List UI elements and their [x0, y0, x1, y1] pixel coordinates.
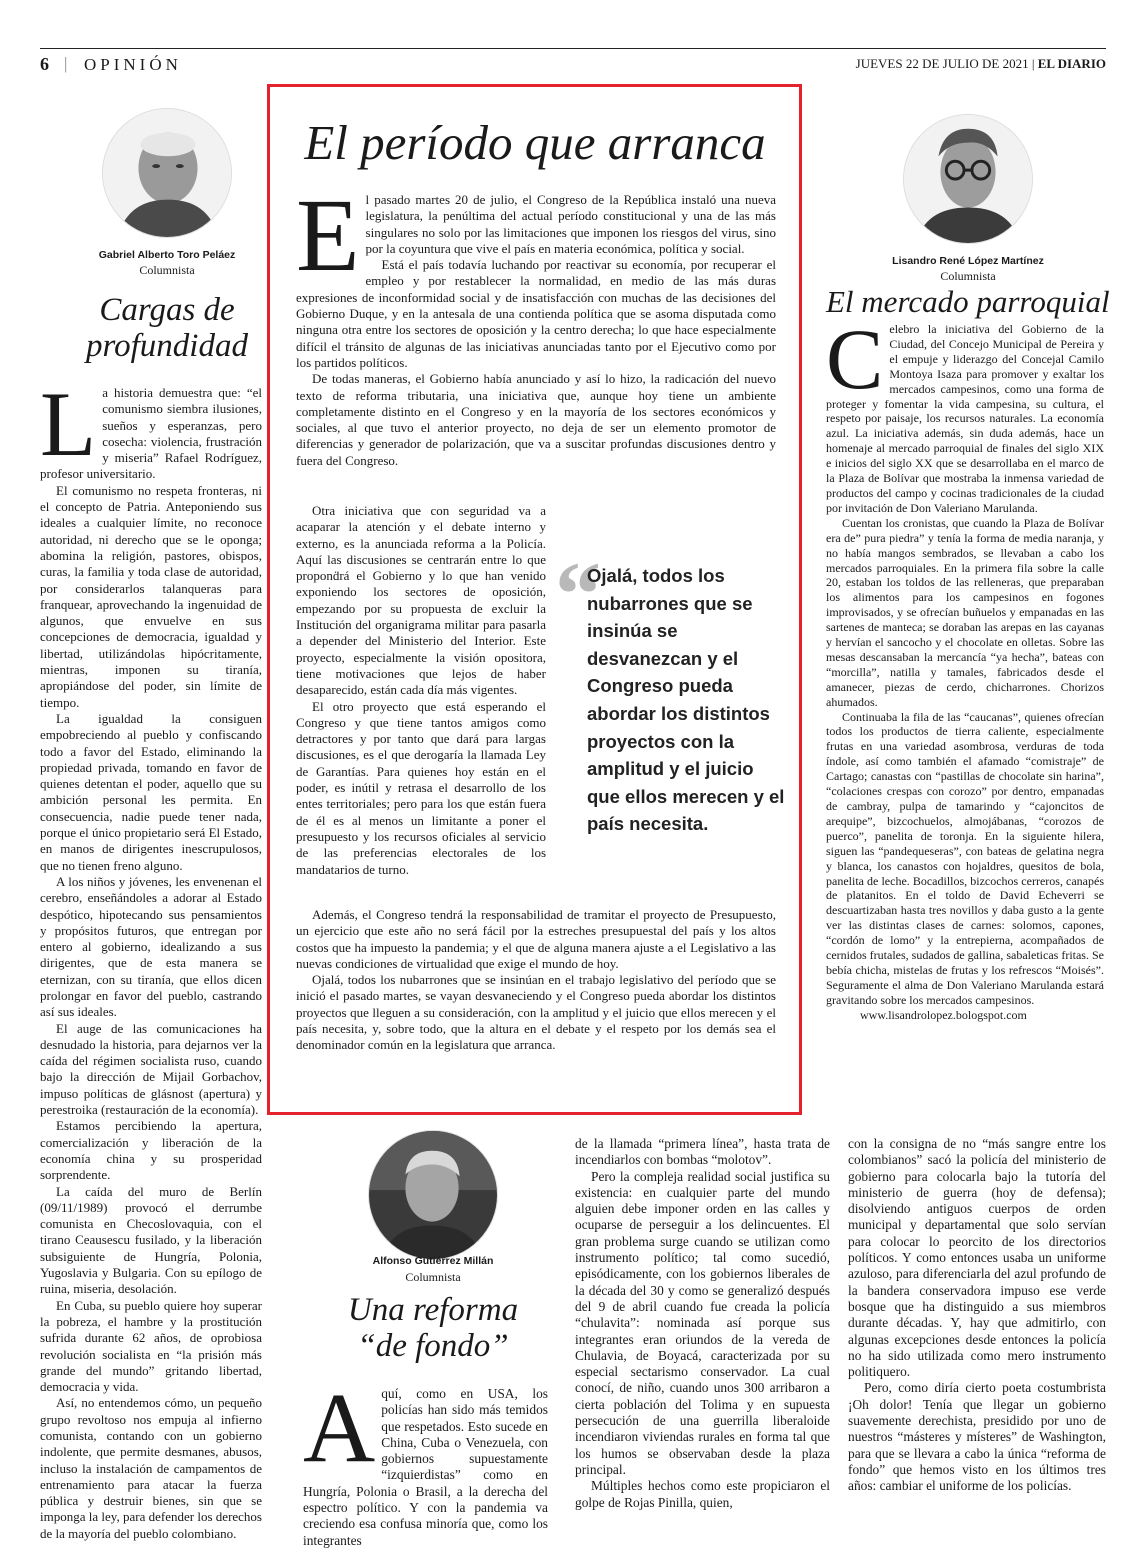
author-website: www.lisandrolopez.bologspot.com: [860, 1007, 1027, 1022]
paragraph: Pero la compleja realidad social justifica su existencia: en cualquier parte del mundo alguien debe imponer orden en las calles y ocuparse de perseguir a los delincuentes. El gran problema surge cuando se utilizan como instrumento político; tal como sucedió, episódicamente, con los gobiernos liberales de la década del 30 y como se generalizó después del 9 de abril cuando fue creada la policía “chulavita”: nominada así porque sus integrantes eran oriundos de la vereda de Chulavia, de Boyacá, caracterizada por su especial sectarismo conservador. La cual conocí, de niño, cuando unos 300 arribaron a cierta población del Tolima y en supuesta persecución de una guerrilla liberaloide incendiaron viviendas rurales en forma tal que los humos se observaban desde la plaza principal.: [575, 1168, 830, 1477]
paragraph: En Cuba, su pueblo quiere hoy superar la pobreza, el hambre y la prostitución sufrida durante 62 años, de oprobiosa revolución socialista en “la prisión más grande del mundo” gritando libertad, democracia y vida.: [40, 1297, 262, 1395]
editorial-body-top: [296, 178, 776, 469]
author-role-left: Columnista: [139, 263, 195, 277]
header-separator: |: [64, 54, 68, 73]
column-title-right: El mercado parroquial: [826, 284, 1110, 319]
quote-mark-icon: “: [555, 543, 601, 645]
author-role-right: Columnista: [940, 269, 996, 283]
pull-quote-text: Ojalá, todos los nubarrones que se insinúa se desvanezcan y el Congreso pueda abordar los distintos proyectos con la amplitud y el juicio que ellos merecen y el país necesita.: [587, 565, 785, 835]
drop-cap: E: [296, 178, 360, 293]
editorial-body-bottom: [296, 907, 776, 1054]
header-date: JUEVES 22 DE JULIO DE 2021 | EL DIARIO: [855, 56, 1106, 71]
portrait-icon: [103, 109, 231, 237]
paragraph: La historia demuestra que: “el comunismo siembra ilusiones, sueños y esperanzas, pero cosecha: violencia, frustración y miseria” Rafael Rodríguez, profesor universitario.: [40, 373, 262, 482]
pull-quote: [555, 543, 787, 852]
paragraph: Ojalá, todos los nubarrones que se insinúan en el trabajo legislativo del período que se inició el pasado martes, se vayan desvaneciendo y el Congreso pueda abordar los distintos proyectos que lleguen a su consideración, con la amplitud y el juicio que ellos merecen y el país necesita, y, sobre todo, que la altura en el debate y el respeto por los demás sea el denominador común en la legislatura que arranca.: [296, 972, 776, 1053]
column-body-bottom-3: [848, 1136, 1106, 1495]
drop-cap: L: [40, 373, 97, 475]
column-body-left: [40, 373, 263, 1542]
paragraph: Está el país todavía luchando por reactivar su economía, por recuperar el empleo y por restablecer la normalidad, en medio de las más duras expresiones de inconformidad social y de insatisfacción con muchas de las decisiones del Gobierno Duque, y en la antesala de una contienda política que se asoma disputada como ninguna otra entre los sectores de oposición y la centro derecha; lo que hace especialmente difícil el tránsito de algunas de las iniciativas anunciadas tanto por el Ejecutivo como por los partidos políticos.: [296, 257, 776, 370]
header-rule: [40, 48, 1106, 49]
paragraph: La caída del muro de Berlín (09/11/1989) provocó el derrumbe comunista en Checoslovaquia, con el tirano Ceausescu fusilado, y la liberación subsiguiente de Hungría, Polonia, Yugoslavia y Bulgaria. Con su epílogo de ruina, miseria, desolación.: [40, 1183, 262, 1297]
paragraph: Aquí, como en USA, los policías han sido más temidos que respetados. Esto sucede en China, Cuba o Venezuela, con gobiernos supuestamente “izquierdistas” como en Hungría, Polonia o Brasil, a la derecha del espectro político. Y con la pandemia va creciendo esa confusa minoría que, como los integrantes: [303, 1372, 548, 1548]
paragraph: Celebro la iniciativa del Gobierno de la Ciudad, del Concejo Municipal de Pereira y el empuje y liderazgo del Concejal Camilo Montoya Isaza para promover y exaltar los mercados campesinos, como una forma de proteger y fomentar la vida campesina, su cultura, el respeto por paisaje, los recursos naturales. La economía azul. La iniciativa además, sin duda además, hace un homenaje al mercado parroquial de finales del siglo XIX e inicios del siglo XX que se desarrollaba en el marco de la Plaza de Bolívar que mostraba la inmensa variedad de productos del campo y cocinas tradicionales de la ciudad por invitación de Don Valeriano Marulanda.: [826, 311, 1104, 515]
paragraph: Así, no entendemos cómo, un pequeño grupo revoltoso nos empuja al infierno comunista, contando con un gobierno indolente, que permite desmanes, abusos, incluso la instalación de campamentos de entrenamiento para atacar la fuerza pública y destruir bienes, sin que se imponga la ley, para defender los derechos de la mayoría del pueblo colombiano.: [40, 1395, 262, 1541]
portrait-icon: [369, 1131, 497, 1259]
paragraph: De todas maneras, el Gobierno había anunciado y así lo hizo, la radicación del nuevo texto de reforma tributaria, una iniciativa que, aunque hoy tiene un ambiente completamente distinto en el Congreso y en la mayoría de los sectores económicos y sociales, al que tuvo el anterior proyecto, no deja de ser un elemento promotor de diferencias y generador de polarización, que va a suscitar profundas discusiones dentro y fuera del Congreso.: [296, 371, 776, 468]
paragraph: A los niños y jóvenes, les envenenan el cerebro, enseñándoles a adorar al Estado despótico, hipotecando sus pensamientos y propósitos futuros, que entregan por entero al gobierno, idealizando a sus dirigentes, que de esta manera se eternizan, con su tiranía, que ellos dicen prolongar en favor del pueblo, castrando así sus ideales.: [40, 873, 262, 1020]
column-title-left: Cargas de profundidad: [86, 292, 248, 364]
paragraph: Múltiples hechos como este propiciaron el golpe de Rojas Pinilla, quien,: [575, 1478, 830, 1510]
editorial-body-narrow: [296, 503, 546, 878]
drop-cap: A: [303, 1372, 376, 1483]
author-photo-lopez: [903, 114, 1033, 244]
paragraph: de la llamada “primera línea”, hasta trata de incendiarlos con bombas “molotov”.: [575, 1136, 830, 1168]
paragraph: El auge de las comunicaciones ha desnudado la historia, para dejarnos ver la caída del régimen socialista ruso, cuando bajo la dirección de Mijail Gorbachov, impuso políticas de glásnost (apertura) y perestroika (restauración de la economía).: [40, 1020, 262, 1118]
author-photo-toro: [102, 108, 232, 238]
paragraph: Cuentan los cronistas, que cuando la Plaza de Bolívar era de” pura piedra” y tenía la forma de media naranja, y no había mangos sembrados, se llevaban a cabo los mercados parroquiales. En la primera fila sobre la calle 20, estaban los toldos de las relleneras, que preparaban los alimentos para los campesinos en fogones improvisados, y se ofrecían buñuelos y empanadas en las sartenes de manteca; se doraban las arepas en las cayanas y hervían el sancocho y el chocolate en olletas. Sobre las mesas descansaban la mercancía “ya hecha”, bateas con “morcilla”, natilla y tamales, fabricados desde el amanecer, piezas de cerdo, chicharrones. Chorizos ahumados.: [826, 515, 1104, 709]
paragraph: La igualdad la consiguen empobreciendo al pueblo y confiscando todo a favor del Estado, eliminando la propiedad privada, tomando en favor de quienes detentan el poder, aquello que su ambición personal les permita. En consecuencia, nadie puede tener nada, porque el único propietario será El Estado, en manos de dirigentes inescrupulosos, que no tienen freno alguno.: [40, 710, 263, 873]
page-number: 6: [40, 54, 50, 74]
author-photo-gutierrez: [368, 1130, 498, 1260]
paragraph: con la consigna de no “más sangre entre los colombianos” sacó la policía del ministerio de gobierno para colocarla bajo la tutoría del ministerio de guerra (hoy de defensa); disolviendo antiguos cuerpos de orden municipal y departamental que solo servían para colocar lo peorcito de los directorios políticos. Y como entonces usaba un uniforme azuloso, para diferenciarla del azul profundo de la bandera conservadora impuso ese verde bosque que ha distinguido a sus miembros durante décadas. Y, hay que admitirlo, con algunas excepciones desde entonces la policía no ha sido utilizada como mero instrumento politiquero.: [848, 1136, 1106, 1380]
paragraph: El otro proyecto que está esperando el Congreso y que tiene tantos amigos como detractores y por tanto que dará para largas discusiones, es el que derogaría la llamada Ley de Garantías. Para quienes hoy están en el poder, es inútil y retrasa el desarrollo de los entes territoriales; pero para los que están fuera de él es al menos un limitante a poner el presupuesto y los recursos oficiales al servicio de las preferencias electorales de los mandatarios de turno.: [296, 698, 546, 877]
drop-cap: C: [826, 311, 884, 407]
author-role-bottom: Columnista: [405, 1270, 461, 1284]
author-name-right: Lisandro René López Martínez: [892, 255, 1044, 267]
paragraph: Continuaba la fila de las “caucanas”, quienes ofrecían todos los productos de tierra caliente, especialmente frutas en una variedad asombrosa, verduras de toda índole, así como también el afamado “comistraje” de Cartago; canastas con “pastillas de chocolate sin harina”, “colaciones crespas con corozo” por dentro, empanadas de cambray, pulpa de tamarindo y “cajoncitos de arequipe”, bizcochuelos, almojábanas, “corozos de puerco”, panelita de toronja. En la siguiente hilera, siguen las “pandequeseras”, con bateas de gelatina negra y blanca, los canastos con hojaldres, quesitos de bola, panelita de leche. Bocadillos, bizcochos cerreros, canapés de platanitos. En el toldo de David Echeverri se descuartizaban hasta tres novillos y daba gusto a la gente ver las distintas clases de carnes: solomos, capones, “cordón de lomo” y la entrepierna, acompañados de cernidos frutales, sudados de gallina, sabaleticas fritas. Se bebía chicha, mistelas de frutas y los refrescos “Moisés”. Seguramente el alma de Don Valeriano Marulanda estará gravitando sobre los mercados campesinos.: [826, 709, 1104, 1007]
paragraph: Además, el Congreso tendrá la responsabilidad de tramitar el proyecto de Presupuesto, un ejercicio que este año no será fácil por la estreches presupuestal del país y los altos costos que ha impuesto la pandemia; y el que de alguna manera ajuste a el Legislativo a las nuevas condiciones de virtualidad que exige el mundo de hoy.: [296, 907, 776, 971]
paragraph: El comunismo no respeta fronteras, ni el concepto de Patria. Anteponiendo sus ideales a cualquier límite, no reconoce autoridad, ni derecho que se le oponga; abomina la religión, pastores, obispos, curas, la familia y toda clase de autoridad, por considerarlos talanqueras para franquear, aprovechando la ingenuidad de algunos, que envuelve en sus concepciones de democracia, igualdad y libertad, utilizándolas hipócritamente, mientras, imponen su tiranía, apropiándose del poder, sin límite de tiempo.: [40, 482, 262, 710]
author-name-bottom: Alfonso Gutiérrez Millán: [372, 1255, 494, 1267]
paragraph: El pasado martes 20 de julio, el Congreso de la República instaló una nueva legislatura, la penúltima del actual período constitucional y una de las más singulares no solo por las limitaciones que imponen los riesgos del virus, sino por la coyuntura que vive el país en materia económica, política y social.: [296, 178, 776, 293]
author-name-left: Gabriel Alberto Toro Peláez: [98, 249, 236, 261]
paragraph: Pero, como diría cierto poeta costumbrista ¡Oh dolor! Tenía que llegar un gobierno suavemente derechista, presidido por uno de nuestros “másteres y místeres” de Washington, para que se llevara a cabo la única “reforma de fondo” que hemos visto en los últimos tres años: cambiar el uniforme de los policías.: [848, 1380, 1106, 1494]
page-header: [40, 48, 1106, 78]
column-body-right: [826, 311, 1104, 1023]
section-name: OPINIÓN: [84, 55, 182, 74]
column-body-bottom-1: [303, 1372, 548, 1549]
paragraph: Estamos percibiendo la apertura, comercialización y liberación de la economía china y su prosperidad sorprendente.: [40, 1118, 262, 1183]
portrait-icon: [904, 115, 1032, 243]
editorial-title: El período que arranca: [304, 115, 766, 170]
column-title-bottom: Una reforma “de fondo”: [347, 1292, 519, 1364]
column-body-bottom-2: [575, 1136, 830, 1511]
paragraph: Otra iniciativa que con seguridad va a acaparar la atención y el debate interno y externo, es la anunciada reforma a la Policía. Aquí las discusiones se centrarán entre lo que proponḋrá el Gobierno y lo que han venido exponiendo los sectores de oposición, empezando por su propuesta de excluir la Institución del organigrama militar para pasarla a depender del Ministerio del Interior. Este proyecto, especialmente la visión opositora, tiene motivaciones que lejos de haber desaparecido, están cada día más vigentes.: [296, 503, 546, 698]
